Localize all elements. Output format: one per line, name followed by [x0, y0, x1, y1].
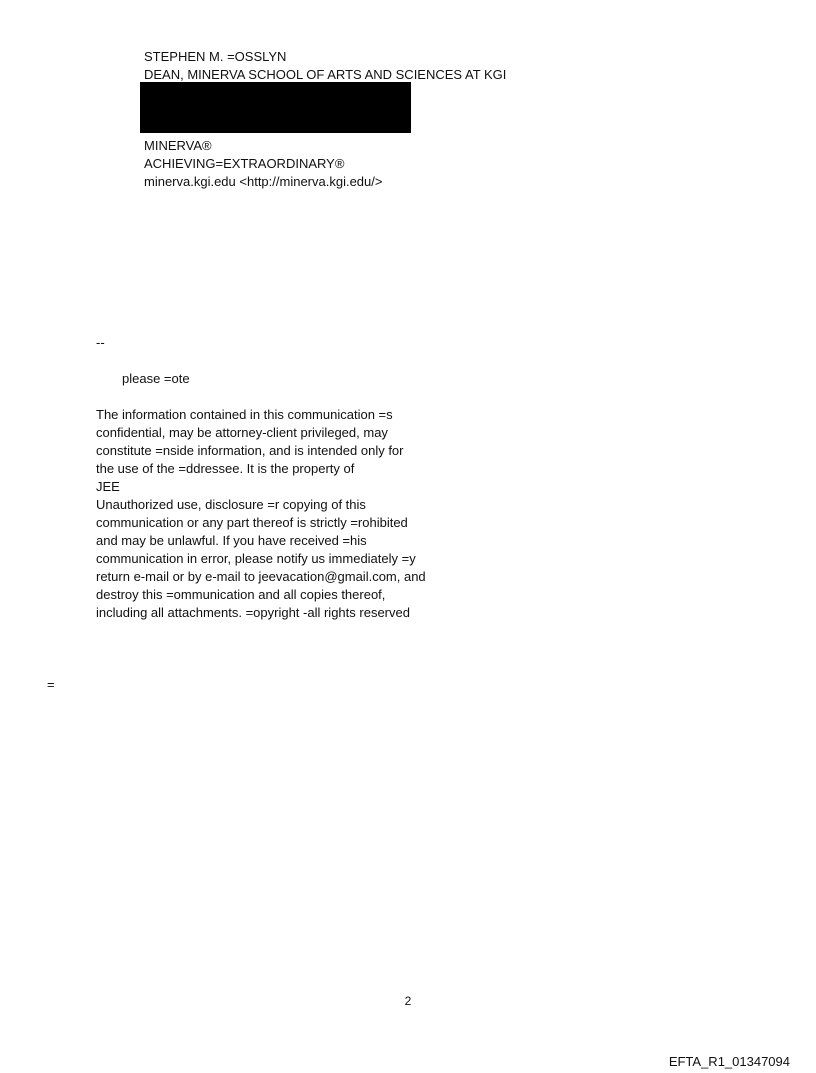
disclaimer-line: constitute =nside information, and is intended only for [96, 443, 404, 458]
disclaimer-line: communication in error, please notify us immediately =y [96, 551, 416, 566]
signature-name: STEPHEN M. =OSSLYN [144, 49, 287, 64]
disclaimer-text [96, 406, 476, 622]
disclaimer-line: confidential, may be attorney-client privileged, may [96, 425, 388, 440]
signature-branding [144, 137, 382, 191]
disclaimer-line: and may be unlawful. If you have received =his [96, 533, 367, 548]
signature-title: DEAN, MINERVA SCHOOL OF ARTS AND SCIENCES AT KGI [144, 67, 507, 82]
trailing-equals: = [47, 677, 55, 692]
disclaimer-line: The information contained in this communication =s [96, 407, 393, 422]
document-id: EFTA_R1_01347094 [668, 1054, 790, 1069]
disclaimer-line: destroy this =ommunication and all copies thereof, [96, 587, 386, 602]
signature-block [144, 48, 506, 84]
disclaimer-line: including all attachments. =opyright -all rights reserved [96, 605, 410, 620]
disclaimer-line: Unauthorized use, disclosure =r copying of this [96, 497, 366, 512]
signature-brand: MINERVA® [144, 138, 212, 153]
redaction-box [140, 82, 411, 133]
disclaimer-line: JEE [96, 479, 120, 494]
disclaimer-line: return e-mail or by e-mail to jeevacation@gmail.com, and [96, 569, 426, 584]
signature-separator: -- [96, 335, 105, 350]
disclaimer-line: communication or any part thereof is strictly =rohibited [96, 515, 408, 530]
page-number: 2 [404, 994, 412, 1008]
note-heading: please =ote [122, 371, 190, 386]
signature-website: minerva.kgi.edu <http://minerva.kgi.edu/> [144, 174, 383, 189]
disclaimer-line: the use of the =ddressee. It is the property of [96, 461, 355, 476]
signature-tagline: ACHIEVING=EXTRAORDINARY® [144, 156, 345, 171]
